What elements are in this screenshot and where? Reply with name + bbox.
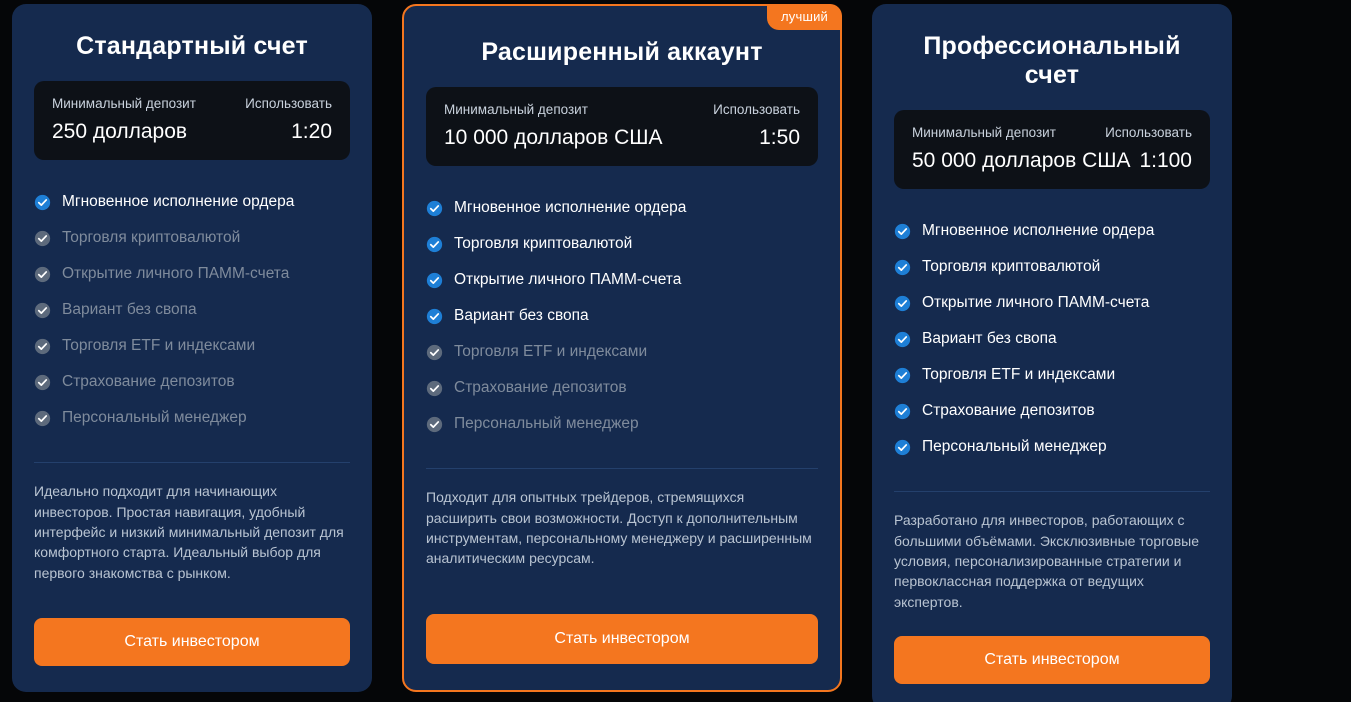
- become-investor-button[interactable]: Стать инвестором: [894, 636, 1210, 684]
- feature-label: Открытие личного ПАММ-счета: [62, 265, 290, 283]
- check-circle-icon: [894, 223, 911, 240]
- check-circle-icon: [426, 344, 443, 361]
- check-circle-icon: [426, 272, 443, 289]
- feature-item: [426, 406, 818, 442]
- feature-item: [426, 370, 818, 406]
- deposit-value: 10 000 долларов США: [444, 126, 663, 150]
- leverage-label: Использовать: [245, 96, 332, 111]
- deposit-value: 50 000 долларов США: [912, 149, 1131, 173]
- feature-item: [894, 393, 1210, 429]
- feature-label: Вариант без свопа: [454, 307, 589, 325]
- feature-item: [894, 213, 1210, 249]
- feature-label: Открытие личного ПАММ-счета: [454, 271, 682, 289]
- become-investor-button[interactable]: Стать инвестором: [34, 618, 350, 666]
- check-circle-icon: [894, 403, 911, 420]
- leverage-label: Использовать: [1105, 125, 1192, 140]
- check-circle-icon: [34, 338, 51, 355]
- check-circle-icon: [894, 439, 911, 456]
- divider: [426, 468, 818, 469]
- feature-item: [34, 292, 350, 328]
- feature-label: Персональный менеджер: [922, 438, 1107, 456]
- feature-label: Вариант без свопа: [62, 301, 197, 319]
- check-circle-icon: [34, 230, 51, 247]
- feature-item: [34, 256, 350, 292]
- leverage-group: [713, 101, 800, 150]
- pricing-card: [12, 4, 372, 692]
- feature-item: [894, 285, 1210, 321]
- feature-label: Открытие личного ПАММ-счета: [922, 294, 1150, 312]
- feature-label: Страхование депозитов: [454, 379, 627, 397]
- feature-label: Торговля криптовалютой: [922, 258, 1101, 276]
- deposit-group: [912, 124, 1131, 173]
- feature-item: [894, 429, 1210, 465]
- leverage-group: [245, 95, 332, 144]
- check-circle-icon: [426, 416, 443, 433]
- best-badge: лучший: [767, 4, 842, 30]
- check-circle-icon: [894, 367, 911, 384]
- leverage-value: 1:50: [759, 126, 800, 150]
- check-circle-icon: [34, 410, 51, 427]
- leverage-label: Использовать: [713, 102, 800, 117]
- deposit-box: [426, 87, 818, 166]
- check-circle-icon: [894, 295, 911, 312]
- leverage-value: 1:20: [291, 120, 332, 144]
- check-circle-icon: [894, 259, 911, 276]
- feature-label: Страхование депозитов: [922, 402, 1095, 420]
- feature-list: [34, 184, 350, 436]
- check-circle-icon: [426, 308, 443, 325]
- feature-label: Мгновенное исполнение ордера: [454, 199, 687, 217]
- feature-label: Мгновенное исполнение ордера: [62, 193, 295, 211]
- feature-item: [426, 334, 818, 370]
- feature-item: [426, 190, 818, 226]
- feature-item: [894, 249, 1210, 285]
- deposit-group: [52, 95, 196, 144]
- feature-item: [34, 328, 350, 364]
- feature-item: [34, 364, 350, 400]
- feature-label: Мгновенное исполнение ордера: [922, 222, 1155, 240]
- feature-label: Вариант без свопа: [922, 330, 1057, 348]
- deposit-value: 250 долларов: [52, 120, 188, 144]
- feature-label: Торговля ETF и индексами: [62, 337, 256, 355]
- feature-item: [894, 357, 1210, 393]
- feature-item: [426, 226, 818, 262]
- deposit-box: [34, 81, 350, 160]
- feature-label: Персональный менеджер: [454, 415, 639, 433]
- feature-item: [34, 220, 350, 256]
- check-circle-icon: [426, 200, 443, 217]
- feature-list: [894, 213, 1210, 465]
- leverage-group: [1105, 124, 1192, 173]
- deposit-label: Минимальный депозит: [444, 102, 588, 117]
- feature-item: [34, 184, 350, 220]
- feature-label: Торговля ETF и индексами: [454, 343, 648, 361]
- plan-description: Разработано для инвесторов, работающих с большими объёмами. Эксклюзивные торговые условия, персонализированные стратегии и первоклассная поддержка от ведущих экспертов.: [894, 512, 1199, 610]
- check-circle-icon: [34, 302, 51, 319]
- feature-item: [34, 400, 350, 436]
- check-circle-icon: [426, 380, 443, 397]
- feature-label: Торговля криптовалютой: [62, 229, 241, 247]
- feature-item: [426, 262, 818, 298]
- divider: [894, 491, 1210, 492]
- plan-title: Стандартный счет: [76, 32, 308, 60]
- feature-item: [426, 298, 818, 334]
- divider: [34, 462, 350, 463]
- check-circle-icon: [34, 374, 51, 391]
- feature-item: [894, 321, 1210, 357]
- feature-label: Торговля ETF и индексами: [922, 366, 1116, 384]
- plan-description: Подходит для опытных трейдеров, стремящихся расширить свои возможности. Доступ к дополнительным инструментам, персональному менеджеру и расширенным аналитическим ресурсам.: [426, 489, 812, 567]
- become-investor-button[interactable]: Стать инвестором: [426, 614, 818, 664]
- plan-title: Профессиональный счет: [923, 32, 1181, 89]
- pricing-card: [872, 4, 1232, 702]
- leverage-value: 1:100: [1139, 149, 1192, 173]
- feature-label: Персональный менеджер: [62, 409, 247, 427]
- feature-label: Страхование депозитов: [62, 373, 235, 391]
- check-circle-icon: [34, 194, 51, 211]
- plan-description: Идеально подходит для начинающих инвесторов. Простая навигация, удобный интерфейс и низкий минимальный депозит для комфортного старта. Идеальный выбор для первого знакомства с рынком.: [34, 483, 344, 581]
- plan-title: Расширенный аккаунт: [481, 38, 763, 66]
- check-circle-icon: [894, 331, 911, 348]
- feature-label: Торговля криптовалютой: [454, 235, 633, 253]
- deposit-label: Минимальный депозит: [52, 96, 196, 111]
- check-circle-icon: [426, 236, 443, 253]
- check-circle-icon: [34, 266, 51, 283]
- feature-list: [426, 190, 818, 442]
- deposit-group: [444, 101, 663, 150]
- pricing-card: [402, 4, 842, 692]
- deposit-label: Минимальный депозит: [912, 125, 1056, 140]
- deposit-box: [894, 110, 1210, 189]
